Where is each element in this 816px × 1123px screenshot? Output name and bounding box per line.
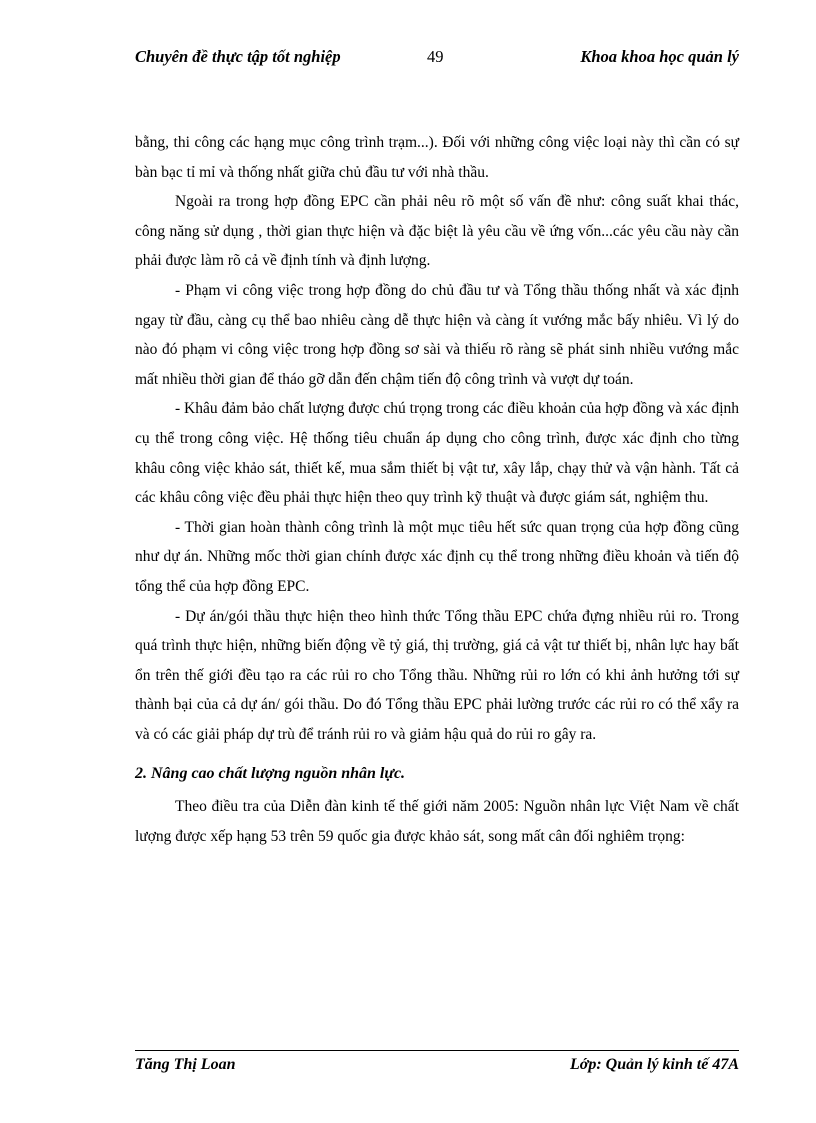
- section-heading: 2. Nâng cao chất lượng nguồn nhân lực.: [135, 765, 406, 783]
- footer-class: Lớp: Quản lý kinh tế 47A: [569, 1056, 739, 1073]
- footer-author: Tăng Thị Loan: [135, 1056, 236, 1073]
- paragraph-epc-requirements: Ngoài ra trong hợp đồng EPC cần phải nêu rõ một số vấn đề như: công suất khai thác, công năng sử dụng , thời gian thực hiện và đặc biệt là yêu cầu về ứng vốn...các yêu cầu này cần phải được làm rõ cả về định tính và định lượng.: [135, 193, 739, 270]
- header-faculty: Khoa khoa học quản lý: [580, 47, 739, 66]
- paragraph-completion-time: - Thời gian hoàn thành công trình là một mục tiêu hết sức quan trọng của hợp đồng cũng như dự án. Những mốc thời gian chính được xác định cụ thể trong những điều khoản và tiến độ tổng thể của hợp đồng EPC.: [135, 518, 739, 595]
- paragraph-continuation: bằng, thi công các hạng mục công trình trạm...). Đối với những công việc loại này thì cần có sự bàn bạc tỉ mỉ và thống nhất giữa chủ đầu tư với nhà thầu.: [135, 134, 739, 181]
- footer-divider: [135, 1050, 739, 1051]
- header-page-number: 49: [427, 47, 444, 66]
- paragraph-human-resources: Theo điều tra của Diễn đàn kinh tế thế giới năm 2005: Nguồn nhân lực Việt Nam về chất lượng được xếp hạng 53 trên 59 quốc gia được khảo sát, song mất cân đối nghiêm trọng:: [135, 798, 739, 846]
- paragraph-scope-of-work: - Phạm vi công việc trong hợp đồng do chủ đầu tư và Tổng thầu thống nhất và xác định ngay từ đầu, càng cụ thể bao nhiêu càng dễ thực hiện và càng ít vướng mắc bấy nhiêu. Vì lý do nào đó phạm vi công việc trong hợp đồng sơ sài và thiếu rõ ràng sẽ phát sinh nhiều vướng mắc mất nhiều thời gian để tháo gỡ dẫn đến chậm tiến độ công trình và vượt dự toán.: [135, 281, 739, 388]
- page-body: [135, 128, 739, 852]
- page-footer: [135, 1056, 739, 1080]
- paragraph-quality-assurance: - Khâu đảm bảo chất lượng được chú trọng trong các điều khoản của hợp đồng và xác định cụ thể trong công việc. Hệ thống tiêu chuẩn áp dụng cho công trình, được xác định cho từng khâu công việc khảo sát, thiết kế, mua sắm thiết bị vật tư, xây lắp, chạy thử và vận hành. Tất cả các khâu công việc đều phải thực hiện theo quy trình kỹ thuật và được giám sát, nghiệm thu.: [135, 400, 739, 507]
- paragraph-risks: - Dự án/gói thầu thực hiện theo hình thức Tổng thầu EPC chứa đựng nhiều rủi ro. Trong quá trình thực hiện, những biến động về tỷ giá, thị trường, giá cả vật tư thiết bị, nhân lực hay bất ổn trên thế giới đều tạo ra các rủi ro cho Tổng thầu. Những rủi ro lớn có khi ảnh hưởng tới sự thành bại của cả dự án/ gói thầu. Do đó Tổng thầu EPC phải lường trước các rủi ro có thể xẩy ra và có các giải pháp dự trù để tránh rủi ro và giảm hậu quả do rủi ro gây ra.: [135, 607, 739, 743]
- page-header: [135, 47, 739, 71]
- header-document-title: Chuyên đề thực tập tốt nghiệp: [135, 47, 341, 66]
